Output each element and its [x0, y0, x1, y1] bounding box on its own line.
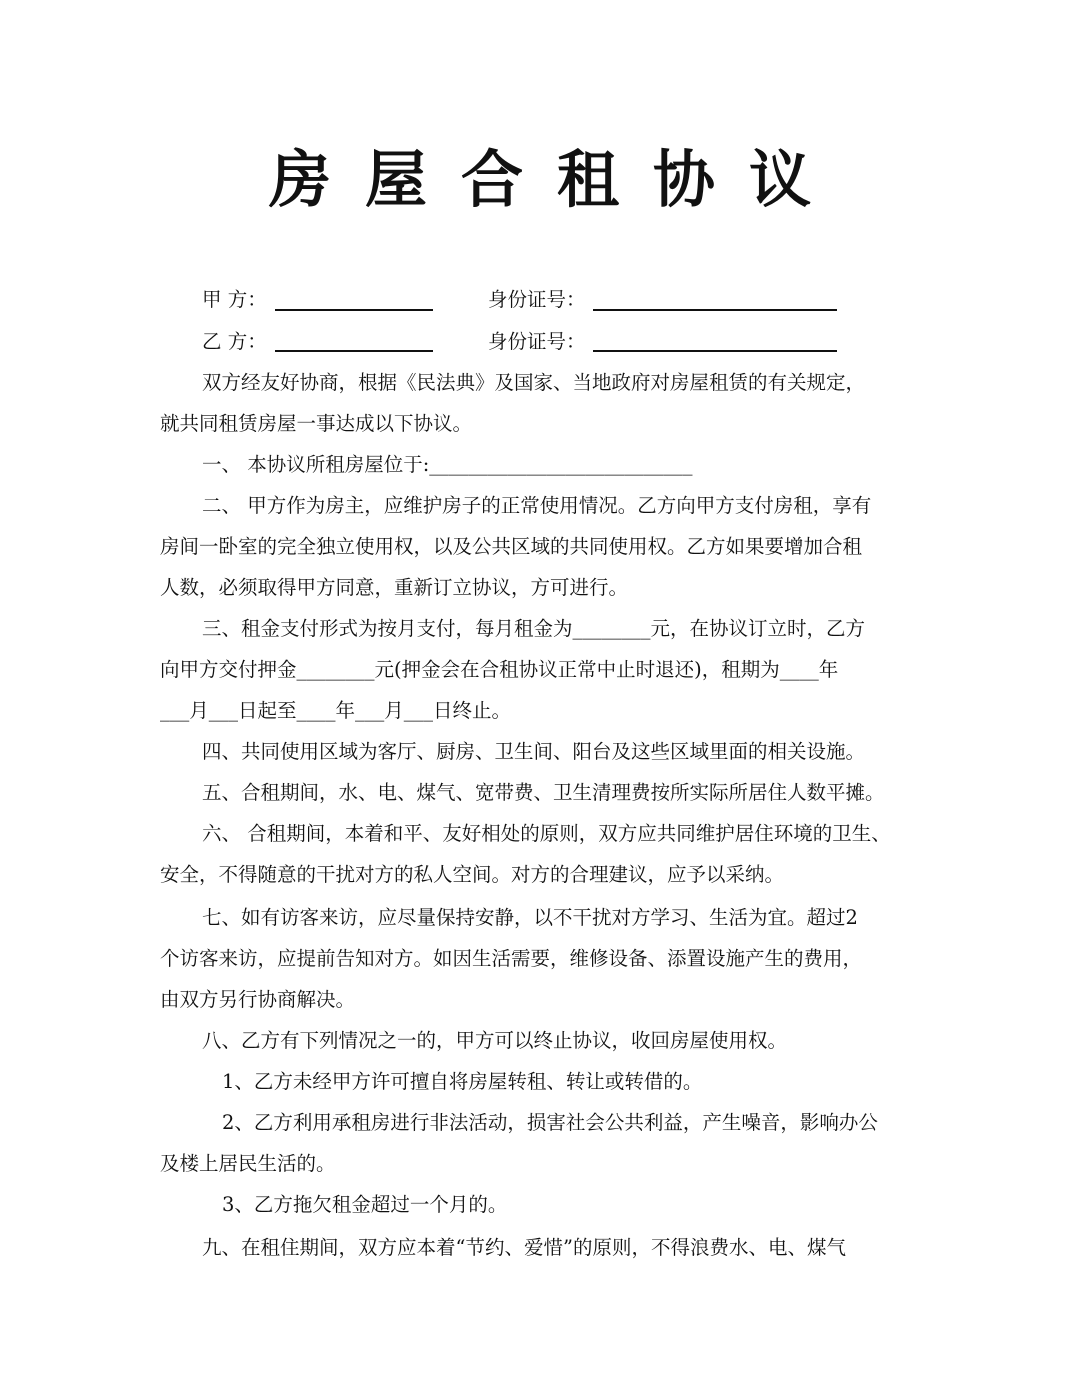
- clause-4: 四、共同使用区域为客厅、厨房、卫生间、阳台及这些区域里面的相关设施。: [202, 740, 866, 763]
- clause-8-item-1: 1、乙方未经甲方许可擅自将房屋转租、转让或转借的。: [222, 1070, 703, 1093]
- clause-8-item-3: 3、乙方拖欠租金超过一个月的。: [222, 1193, 508, 1216]
- clause-8-item-2-line-2: 及楼上居民生活的。: [160, 1152, 336, 1175]
- party-a-id-label: 身份证号：: [488, 288, 586, 311]
- clause-1: [202, 453, 962, 477]
- clause-3-line-2: 向甲方交付押金________元(押金会在合租协议正常中止时退还)，租期为____年: [160, 658, 839, 681]
- clause-7-line-3: 由双方另行协商解决。: [160, 988, 356, 1011]
- clause-8-item-2-line-1: 2、乙方利用承租房进行非法活动，损害社会公共利益，产生噪音，影响办公: [222, 1111, 878, 1134]
- clause-5: 五、合租期间，水、电、煤气、宽带费、卫生清理费按所实际所居住人数平摊。: [202, 781, 885, 804]
- party-b-id-blank: [593, 350, 837, 352]
- clause-9-line-1: 九、在租住期间，双方应本着“节约、爱惜”的原则，不得浪费水、电、煤气: [202, 1236, 846, 1259]
- clause-6-line-2: 安全，不得随意的干扰对方的私人空间。对方的合理建议，应予以采纳。: [160, 863, 785, 886]
- clause-6-line-1: 六、 合租期间，本着和平、友好相处的原则，双方应共同维护居住环境的卫生、: [202, 822, 891, 845]
- party-b-label: 乙 方：: [202, 330, 267, 353]
- clause-2-line-2: 房间一卧室的完全独立使用权，以及公共区域的共同使用权。乙方如果要增加合租: [160, 535, 863, 558]
- clause-7-line-1: 七、如有访客来访，应尽量保持安静，以不干扰对方学习、生活为宜。超过2: [202, 906, 858, 929]
- party-b-id-label: 身份证号：: [488, 330, 586, 353]
- party-b-name-blank: [275, 350, 433, 352]
- clause-2-line-3: 人数，必须取得甲方同意，重新订立协议，方可进行。: [160, 576, 629, 599]
- clause-2-line-1: 二、 甲方作为房主，应维护房子的正常使用情况。乙方向甲方支付房租，享有: [202, 494, 872, 517]
- intro-line-1: 双方经友好协商，根据《民法典》及国家、当地政府对房屋租赁的有关规定，: [202, 371, 866, 394]
- party-a-id-blank: [593, 309, 837, 311]
- clause-1-blank: ___________________________: [429, 453, 693, 476]
- clause-3-line-1: 三、租金支付形式为按月支付，每月租金为________元，在协议订立时，乙方: [202, 617, 866, 640]
- party-a-label: 甲 方：: [202, 288, 267, 311]
- party-a-name-blank: [275, 309, 433, 311]
- clause-3-line-3: ___月___日起至____年___月___日终止。: [160, 699, 512, 722]
- intro-line-2: 就共同租赁房屋一事达成以下协议。: [160, 412, 473, 435]
- document-title: 房屋合租协议: [268, 143, 845, 216]
- clause-8: 八、乙方有下列情况之一的，甲方可以终止协议，收回房屋使用权。: [202, 1029, 788, 1052]
- clause-1-text: 一、 本协议所租房屋位于:: [202, 453, 430, 476]
- clause-7-line-2: 个访客来访，应提前告知对方。如因生活需要，维修设备、添置设施产生的费用，: [160, 947, 863, 970]
